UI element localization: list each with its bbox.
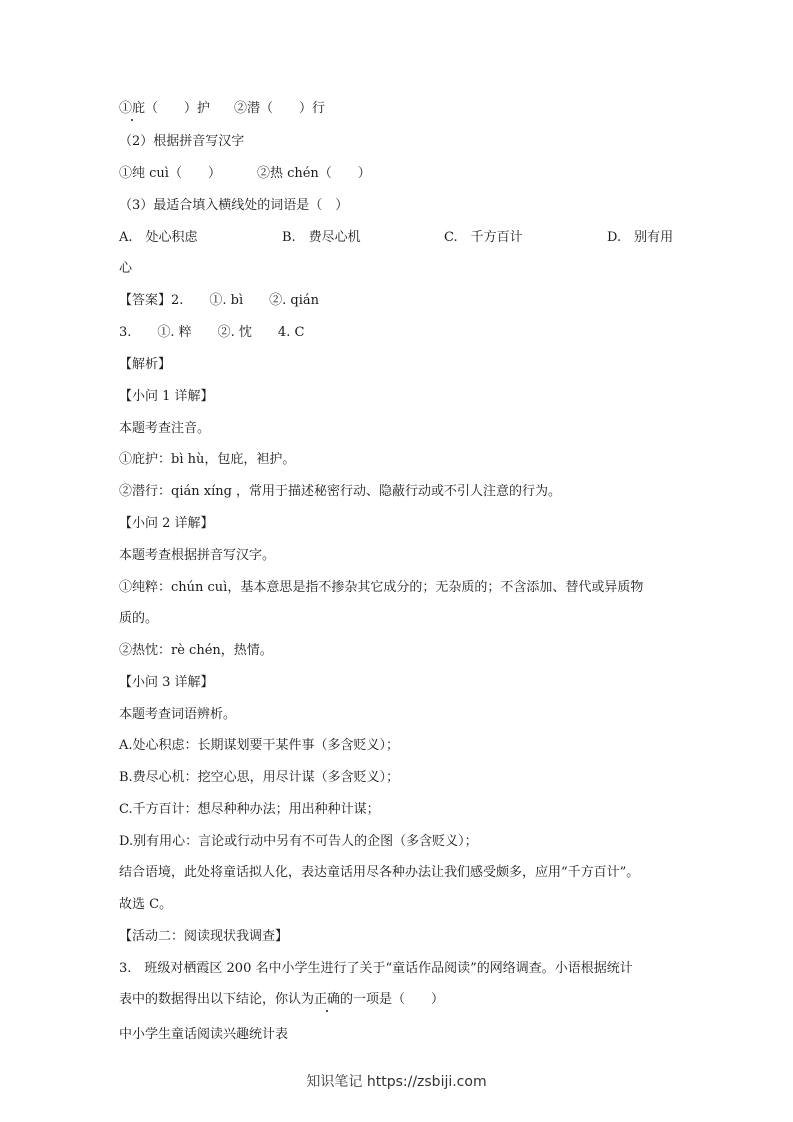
subquestion-2-item-a: ①纯粹：chún cuì，基本意思是指不掺杂其它成分的；无杂质的；不含添加、替代或异质物	[119, 580, 644, 595]
subquestion-2-intro: 本题考查根据拼音写汉字。	[119, 548, 276, 563]
activity-question-line-2: 表中的数据得出以下结论，你认为正确的一项是（ ）	[119, 992, 445, 1007]
question-1-line: ①庇（ ）护 ②潜（ ）行	[119, 101, 326, 116]
question-2-line: ①纯 cuì（ ） ②热 chén（ ）	[119, 166, 371, 181]
activity-question-line-1: 3. 班级对栖霞区 200 名中小学生进行了关于“童话作品阅读”的网络调查。小语根据统计	[119, 961, 633, 976]
footer-watermark: 知识笔记 https://zsbiji.com	[306, 1074, 487, 1090]
option-c: C. 千方百计	[444, 230, 523, 245]
subquestion-3-item-a: A.处心积虑：长期谋划要干某件事（多含贬义）；	[119, 738, 400, 753]
subquestion-3-context: 结合语境，此处将童话拟人化，表达童话用尽各种办法让我们感受颇多，应用“千方百计”。	[119, 865, 640, 880]
subquestion-3-heading: 【小问 3 详解】	[119, 675, 214, 690]
subquestion-3-intro: 本题考查词语辨析。	[119, 707, 237, 722]
subquestion-1-intro: 本题考查注音。	[119, 421, 211, 436]
subquestion-2-item-b: ②热忱：rè chén，热情。	[119, 643, 273, 658]
subquestion-3-conclusion: 故选 C。	[119, 897, 173, 912]
dotted-char: ①庇	[119, 101, 146, 116]
option-d-continued: 心	[119, 261, 133, 276]
subquestion-1-item-b: ②潜行：qián xíng ，常用于描述秘密行动、隐蔽行动或不引人注意的行为。	[119, 484, 562, 499]
option-b: B. 费尽心机	[282, 230, 361, 245]
answer-line-2: 3. ①. 粹 ②. 忱 4. C	[119, 325, 305, 340]
analysis-heading: 【解析】	[119, 357, 172, 372]
option-d: D. 别有用	[607, 230, 674, 245]
option-a: A. 处心积虑	[119, 230, 198, 245]
emphasis-dotted-text: 正确	[314, 992, 341, 1007]
subquestion-2-heading: 【小问 2 详解】	[119, 516, 214, 531]
subquestion-3-item-d: D.别有用心：言论或行动中另有不可告人的企图（多含贬义）；	[119, 834, 478, 849]
question-2-title: （2）根据拼音写汉字	[119, 134, 245, 149]
subquestion-1-item-a: ①庇护：bì hù，包庇，袒护。	[119, 452, 296, 467]
subquestion-2-item-a-cont: 质的。	[119, 611, 159, 626]
activity-heading: 【活动二：阅读现状我调查】	[119, 929, 289, 944]
subquestion-3-item-b: B.费尽心机：挖空心思，用尽计谋（多含贬义）；	[119, 770, 400, 785]
subquestion-3-item-c: C.千方百计：想尽种种办法；用出种种计谋；	[119, 802, 380, 817]
answer-line-1: 【答案】2. ①. bì ②. qián	[119, 293, 320, 308]
question-3-title: （3）最适合填入横线处的词语是（ ）	[119, 198, 349, 213]
subquestion-1-heading: 【小问 1 详解】	[119, 389, 214, 404]
table-title: 中小学生童话阅读兴趣统计表	[119, 1027, 289, 1042]
